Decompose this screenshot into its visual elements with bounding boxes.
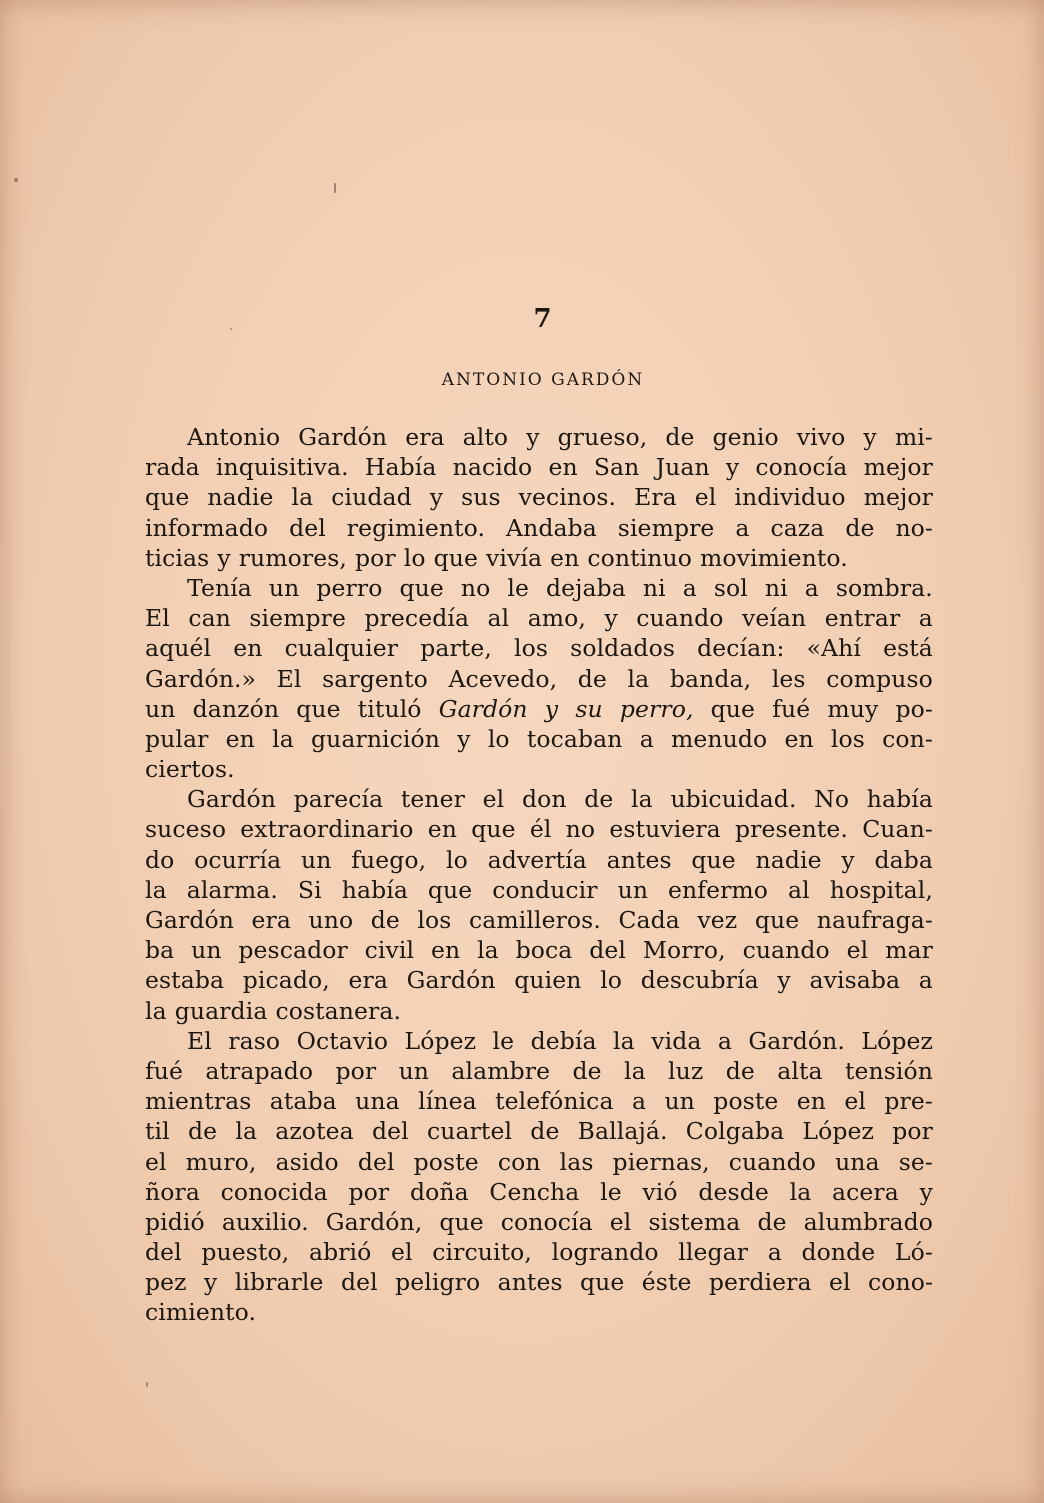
page-number: 7 — [533, 304, 553, 334]
text-line: pidió auxilio. Gardón, que conocía el sistema de alumbrado — [145, 1207, 933, 1236]
text-line: pular en la guarnición y lo tocaban a menudo en los con- — [145, 724, 933, 753]
text-line: Gardón era uno de los camilleros. Cada vez que naufraga- — [145, 906, 933, 934]
text-line: Tenía un perro que no le dejaba ni a sol ni a sombra. — [187, 573, 933, 602]
text-line: la alarma. Si había que conducir un enfermo al hospital, — [145, 875, 933, 904]
text-line: del puesto, abrió el circuito, logrando llegar a donde Ló- — [145, 1238, 933, 1267]
text-line: ticias y rumores, por lo que vivía en continuo movimiento. — [145, 543, 848, 572]
text-line: que nadie la ciudad y sus vecinos. Era el individuo mejor — [145, 483, 933, 512]
text-line: cimiento. — [145, 1298, 257, 1327]
text-line: Gardón parecía tener el don de la ubicuidad. No había — [187, 785, 933, 814]
text-line: ñora conocida por doña Cencha le vió desde la acera y — [145, 1177, 933, 1206]
paragraph — [145, 784, 933, 1026]
text-line: Antonio Gardón era alto y grueso, de genio vivo y mi- — [187, 423, 933, 451]
text-line: estaba picado, era Gardón quien lo descubría y avisaba a — [145, 966, 933, 995]
paper-speck — [334, 183, 336, 193]
text-line: El can siempre precedía al amo, y cuando veían entrar a — [145, 604, 933, 633]
text-line: rada inquisitiva. Había nacido en San Juan y conocía mejor — [145, 453, 933, 482]
text-line: la guardia costanera. — [145, 996, 402, 1025]
text-line: Gardón.» El sargento Acevedo, de la banda, les compuso — [145, 664, 933, 693]
text-line: aquél en cualquier parte, los soldados decían: «Ahí está — [145, 634, 933, 663]
text-line: suceso extraordinario en que él no estuviera presente. Cuan- — [145, 815, 933, 844]
text-line: pez y librarle del peligro antes que éste perdiera el cono- — [145, 1268, 933, 1297]
text-line: informado del regimiento. Andaba siempre a caza de no- — [145, 513, 933, 542]
chapter-title: ANTONIO GARDÓN — [441, 370, 645, 390]
text-line: do ocurría un fuego, lo advertía antes que nadie y daba — [145, 845, 933, 874]
paragraph — [145, 1026, 933, 1328]
text-line: fué atrapado por un alambre de la luz de alta tensión — [145, 1056, 933, 1085]
text-line: mientras ataba una línea telefónica a un poste en el pre- — [145, 1087, 933, 1116]
body-text — [145, 422, 933, 1328]
text-line: ba un pescador civil en la boca del Morro, cuando el mar — [145, 936, 933, 965]
text-line: El raso Octavio López le debía la vida a Gardón. López — [187, 1026, 933, 1055]
text-line: til de la azotea del cuartel de Ballajá. Colgaba López por — [145, 1117, 933, 1146]
text-line: ciertos. — [145, 755, 235, 784]
paragraph — [145, 573, 933, 784]
text-line: el muro, asido del poste con las piernas, cuando una se- — [145, 1147, 933, 1176]
paper-speck — [146, 1382, 148, 1387]
text-line: un danzón que tituló Gardón y su perro, que fué muy po- — [145, 694, 933, 723]
paragraph — [145, 422, 933, 573]
paper-speck — [14, 178, 18, 182]
